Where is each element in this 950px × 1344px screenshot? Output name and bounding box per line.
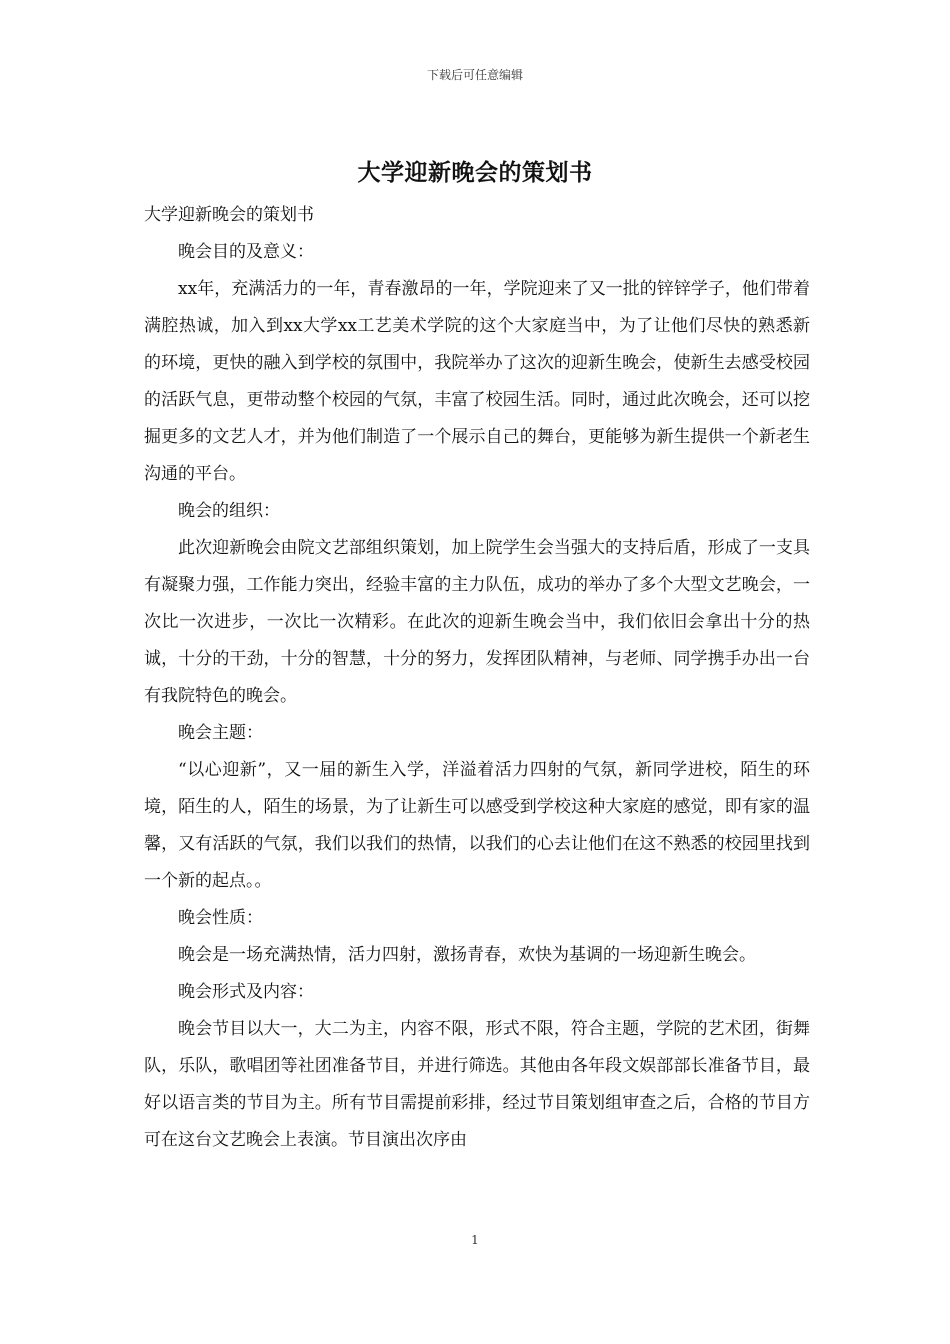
page-header-note: 下载后可任意编辑 — [426, 68, 523, 82]
section-heading-organization: 晚会的组织： — [178, 501, 280, 521]
section-heading-nature: 晚会性质： — [178, 908, 263, 928]
section-heading-format: 晚会形式及内容： — [178, 982, 314, 1002]
section-heading-theme: 晚会主题： — [178, 723, 263, 743]
paragraph-theme: “以心迎新”，又一届的新生入学，洋溢着活力四射的气氛，新同学进校，陌生的环境，陌生的人，陌生的场景，为了让新生可以感受到学校这种大家庭的感觉，即有家的温馨，又有活跃的气氛，我们以我们的热情，以我们的心去让他们在这不熟悉的校园里找到一个新的起点。。 — [144, 760, 810, 891]
paragraph-nature: 晚会是一场充满热情，活力四射，激扬青春，欢快为基调的一场迎新生晚会。 — [178, 945, 756, 965]
paragraph-format: 晚会节目以大一，大二为主，内容不限，形式不限，符合主题，学院的艺术团，街舞队，乐队，歌唱团等社团准备节目，并进行筛选。其他由各年段文娱部部长准备节目，最好以语言类的节目为主。所有节目需提前彩排，经过节目策划组审查之后，合格的节目方可在这台文艺晚会上表演。节目演出次序由 — [144, 1019, 810, 1150]
subtitle-line: 大学迎新晚会的策划书 — [144, 205, 314, 225]
document-body — [144, 197, 810, 1159]
paragraph-purpose: xx年，充满活力的一年，青春激昂的一年，学院迎来了又一批的锌锌学子，他们带着满腔热诚，加入到xx大学xx工艺美术学院的这个大家庭当中，为了让他们尽快的熟悉新的环境，更快的融入到学校的氛围中，我院举办了这次的迎新生晚会，使新生去感受校园的活跃气息，更带动整个校园的气氛，丰富了校园生活。同时，通过此次晚会，还可以挖掘更多的文艺人才，并为他们制造了一个展示自己的舞台，更能够为新生提供一个新老生沟通的平台。 — [144, 279, 810, 484]
page-number: 1 — [471, 1233, 479, 1247]
document-title: 大学迎新晚会的策划书 — [357, 159, 593, 186]
paragraph-organization: 此次迎新晚会由院文艺部组织策划，加上院学生会当强大的支持后盾，形成了一支具有凝聚力强，工作能力突出，经验丰富的主力队伍，成功的举办了多个大型文艺晚会，一次比一次进步，一次比一次精彩。在此次的迎新生晚会当中，我们依旧会拿出十分的热诚，十分的干劲，十分的智慧，十分的努力，发挥团队精神，与老师、同学携手办出一台有我院特色的晚会。 — [144, 538, 810, 706]
section-heading-purpose: 晚会目的及意义： — [178, 242, 314, 262]
